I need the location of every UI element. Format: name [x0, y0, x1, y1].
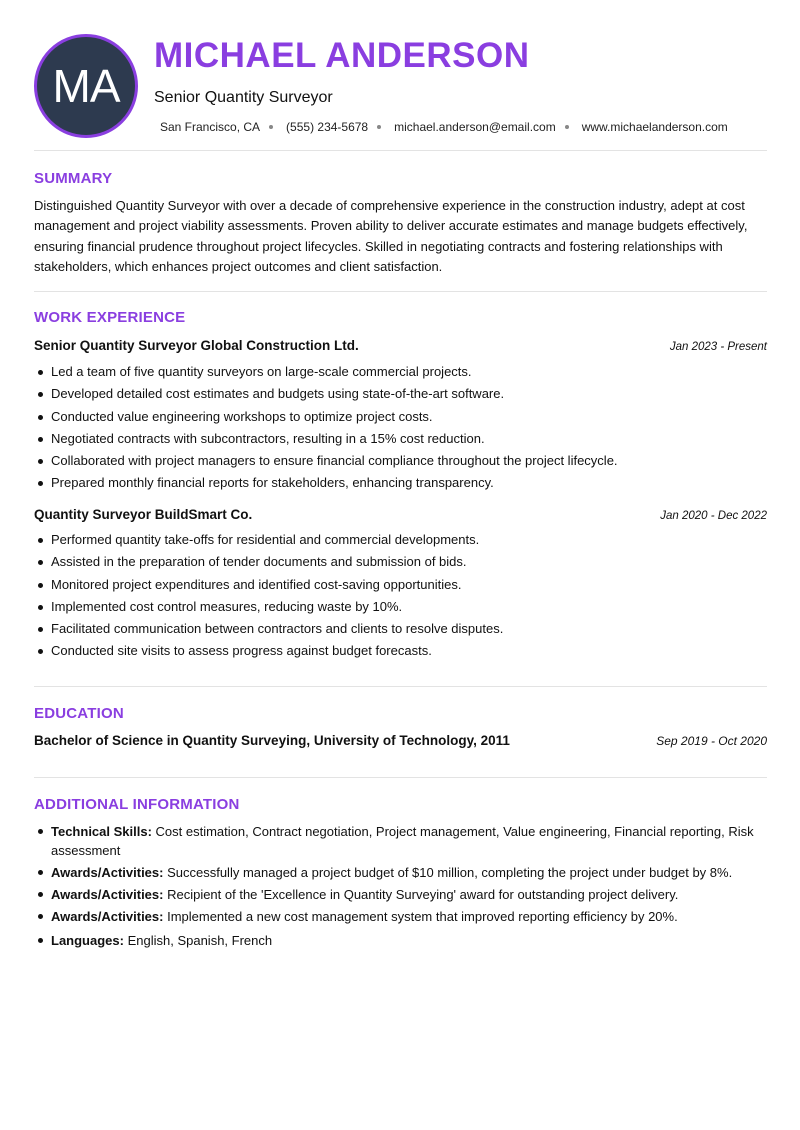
list-item: Conducted value engineering workshops to optimize project costs. — [34, 409, 767, 425]
info-label: Awards/Activities: — [51, 887, 164, 902]
list-item — [34, 885, 767, 904]
divider — [34, 150, 767, 151]
info-label: Languages: — [51, 933, 124, 948]
list-item: Prepared monthly financial reports for stakeholders, enhancing transparency. — [34, 475, 767, 491]
list-item — [34, 863, 767, 882]
info-label: Technical Skills: — [51, 824, 152, 839]
list-item — [34, 931, 767, 950]
list-item: Negotiated contracts with subcontractors, resulting in a 15% cost reduction. — [34, 431, 767, 447]
job-header — [34, 507, 767, 522]
job-title: Senior Quantity Surveyor Global Construction Ltd. — [34, 338, 359, 353]
education-degree: Bachelor of Science in Quantity Surveying, University of Technology, 2011 — [34, 733, 510, 748]
resume-header — [0, 0, 800, 150]
list-item: Developed detailed cost estimates and budgets using state-of-the-art software. — [34, 386, 767, 402]
list-item: Facilitated communication between contractors and clients to resolve disputes. — [34, 621, 767, 637]
summary-text: Distinguished Quantity Surveyor with over a decade of comprehensive experience in the construction industry, adept at cost management and project viability assessments. Proven ability to deliver accurate estimates and manage budgets effectively, ensuring financial prudence throughout project lifecycles. Skilled in negotiating contracts and fostering relationships with stakeholders, which enhances project outcomes and client satisfaction. — [34, 198, 748, 274]
job-header — [34, 338, 767, 353]
info-text: Cost estimation, Contract negotiation, Project management, Value engineering, Financial reporting, Risk assessment — [51, 824, 754, 858]
contact-email[interactable]: michael.anderson@email.com — [394, 120, 556, 134]
summary-heading: SUMMARY — [34, 170, 113, 187]
list-item: Led a team of five quantity surveyors on large-scale commercial projects. — [34, 364, 767, 380]
candidate-name: MICHAEL ANDERSON — [154, 36, 530, 75]
education-heading: EDUCATION — [34, 705, 124, 722]
avatar — [34, 34, 138, 138]
education-dates: Sep 2019 - Oct 2020 — [656, 734, 767, 748]
list-item: Performed quantity take-offs for residential and commercial developments. — [34, 532, 767, 548]
contact-website[interactable]: www.michaelanderson.com — [581, 120, 728, 134]
list-item: Implemented cost control measures, reducing waste by 10%. — [34, 599, 767, 615]
list-item: Collaborated with project managers to ensure financial compliance throughout the project lifecycle. — [34, 453, 767, 469]
contact-phone: (555) 234-5678 — [286, 120, 369, 134]
job-bullets — [34, 364, 767, 498]
job-bullets — [34, 532, 767, 666]
info-text: Recipient of the 'Excellence in Quantity Surveying' award for outstanding project delivery. — [163, 887, 679, 902]
additional-info-heading: ADDITIONAL INFORMATION — [34, 796, 240, 813]
dot-separator-icon — [269, 125, 273, 129]
info-text: Successfully managed a project budget of $10 million, completing the project under budget by 8%. — [163, 865, 733, 880]
job-dates: Jan 2023 - Present — [669, 341, 767, 353]
list-item — [34, 822, 767, 860]
contact-location: San Francisco, CA — [160, 120, 261, 134]
experience-heading: WORK EXPERIENCE — [34, 309, 186, 326]
list-item: Conducted site visits to assess progress against budget forecasts. — [34, 643, 767, 659]
info-text: Implemented a new cost management system that improved reporting efficiency by 20%. — [163, 909, 678, 924]
divider — [34, 291, 767, 292]
info-label: Awards/Activities: — [51, 865, 164, 880]
divider — [34, 777, 767, 778]
list-item — [34, 907, 767, 926]
job-title: Quantity Surveyor BuildSmart Co. — [34, 507, 253, 522]
info-text: English, Spanish, French — [123, 933, 273, 948]
contact-bar — [160, 120, 728, 134]
dot-separator-icon — [565, 125, 569, 129]
candidate-title: Senior Quantity Surveyor — [154, 89, 333, 106]
additional-info-list — [34, 822, 767, 953]
dot-separator-icon — [377, 125, 381, 129]
divider — [34, 686, 767, 687]
info-label: Awards/Activities: — [51, 909, 164, 924]
job-dates: Jan 2020 - Dec 2022 — [660, 510, 767, 522]
avatar-initials: MA — [52, 60, 120, 112]
list-item: Monitored project expenditures and identified cost-saving opportunities. — [34, 577, 767, 593]
education-entry — [34, 733, 767, 748]
list-item: Assisted in the preparation of tender documents and submission of bids. — [34, 554, 767, 570]
